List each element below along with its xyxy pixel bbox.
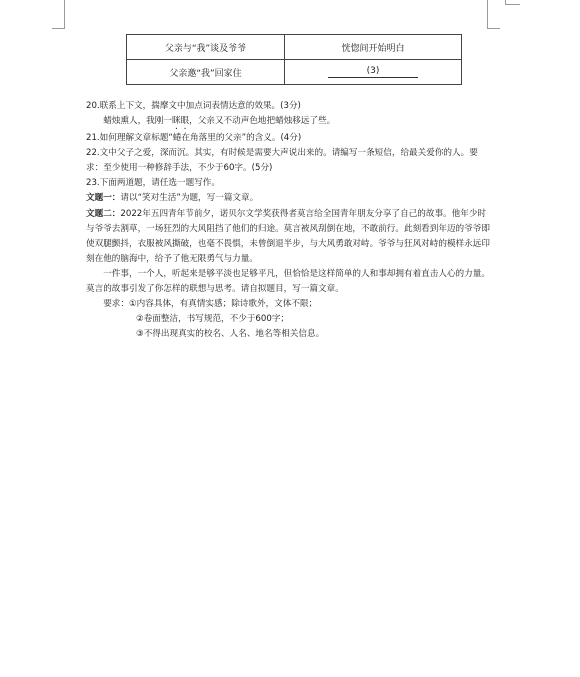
topic-1-text: 请以“笑对生活”为题，写一篇文章。 bbox=[120, 193, 259, 204]
questions-body bbox=[86, 99, 491, 342]
table-row bbox=[127, 60, 462, 85]
quote-suffix: ，父亲又不动声色地把蜡烛移远了些。 bbox=[189, 116, 336, 127]
crop-mark-top-right bbox=[487, 0, 500, 29]
table-cell: 父亲与“我”谈及爷爷 bbox=[127, 35, 285, 60]
dotted-word: 眯眼 bbox=[171, 116, 190, 127]
topic-1-label: 文题一： bbox=[86, 193, 121, 204]
topic-1 bbox=[86, 191, 491, 206]
crop-mark-top-right-outer bbox=[505, 0, 520, 5]
topic-2-paragraph-2: 一件事，一个人，听起来是够平淡也足够平凡，但恰恰是这样简单的人和事却拥有着直击人心的力量。莫言的故事引发了你怎样的联想与思考。请自拟题目，写一篇文章。 bbox=[86, 268, 490, 295]
plot-summary-table bbox=[126, 34, 462, 85]
question-20-quote bbox=[86, 114, 491, 131]
quote-prefix: 蜡烛熏人，我刚一 bbox=[103, 116, 172, 127]
table-cell: 父亲邀“我”回家住 bbox=[127, 60, 285, 85]
table-cell: 恍惚间开始明白 bbox=[285, 35, 462, 60]
answer-blank-3: (3) bbox=[328, 66, 418, 78]
question-23: 23.下面两道题，请任选一题写作。 bbox=[86, 178, 220, 189]
requirement-2: ②卷面整洁，书写规范，不少于600字； bbox=[136, 314, 290, 325]
table-row bbox=[127, 35, 462, 60]
crop-mark-top-left bbox=[52, 0, 65, 29]
topic-2-text: 2022年五四青年节前夕，诺贝尔文学奖获得者莫言给全国青年朋友分享了自己的故事。他年少时与爷爷去割草，一场狂烈的大风阻挡了他们的归途。莫言被风刮倒在地，不敢前行。此刻看到年迈的爷爷即使双腿颤抖，衣服被风撕破，也毫不畏惧，未曾倒退半步，与大风勇敢对峙。爷爷与狂风对峙的模样永远印刻在他的脑海中，给予了他无限勇气与力量。 bbox=[86, 208, 490, 264]
question-21: 21.如何理解文章标题“蜷在角落里的父亲”的含义。(4分) bbox=[86, 133, 302, 144]
table-cell-blank bbox=[285, 60, 462, 85]
topic-2-label: 文题二： bbox=[86, 208, 121, 219]
topic-2 bbox=[86, 207, 491, 267]
requirement-1: 要求：①内容具体，有真情实感；除诗歌外，文体不限； bbox=[103, 299, 318, 310]
question-20-stem: 20.联系上下文，揣摩文中加点词表情达意的效果。(3分) bbox=[86, 101, 301, 111]
requirement-3: ③不得出现真实的校名、人名、地名等相关信息。 bbox=[136, 329, 325, 340]
question-22: 22.文中父子之爱，深而沉。其实，有时候是需要大声说出来的。请编写一条短信，给最关爱你的人。要求：至少使用一种修辞手法，不少于60字。(5分) bbox=[86, 148, 478, 174]
